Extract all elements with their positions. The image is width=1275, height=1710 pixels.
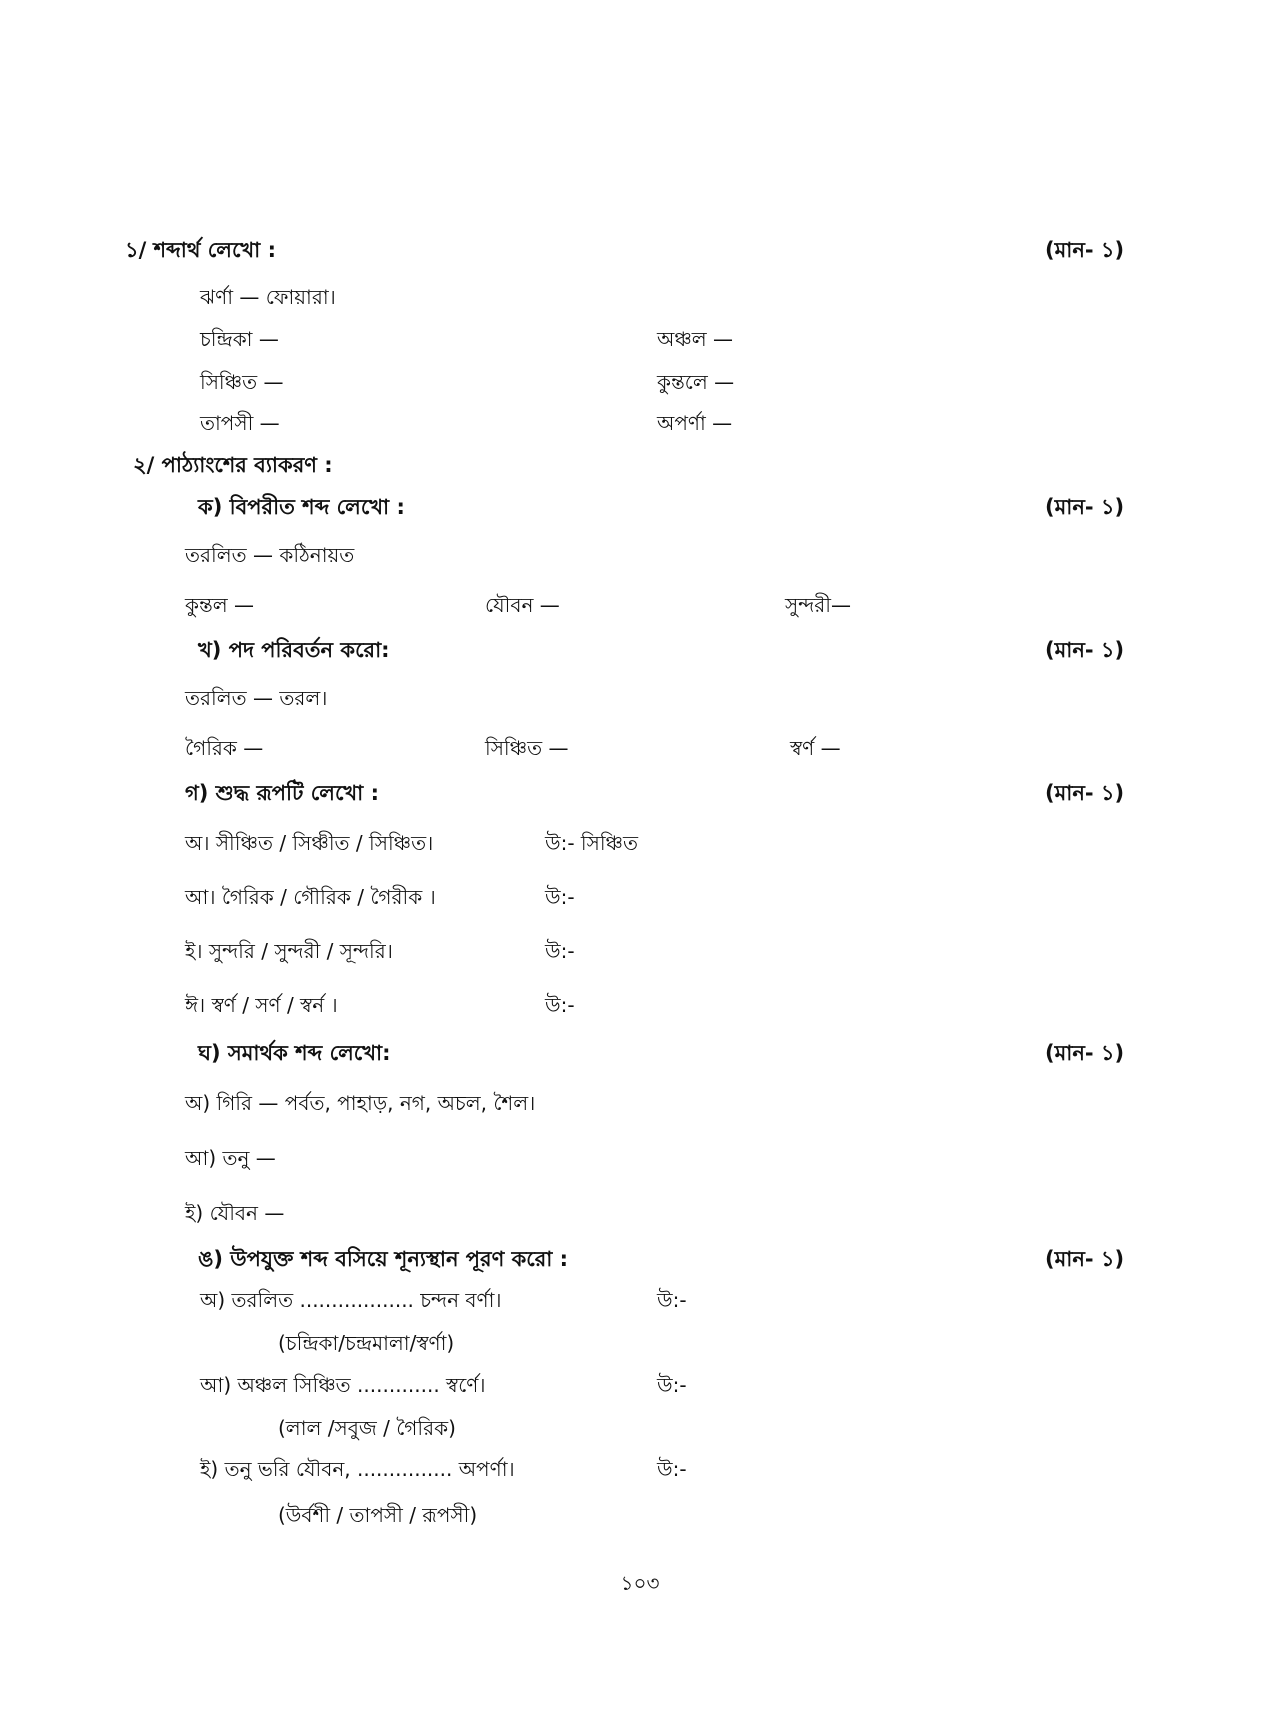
page-number: ১০৩	[620, 1571, 660, 1595]
q2-kha-item: স্বর্ণ —	[790, 736, 841, 760]
q2-umo-title: ঙ) উপযুক্ত শব্দ বসিয়ে শূন্যস্থান পূরণ করো :	[198, 1247, 569, 1271]
q1-item: অঞ্চল —	[657, 327, 734, 351]
q2-kha-title: খ) পদ পরিবর্তন করো:	[198, 638, 390, 662]
q2-umo-question: ই) তনু ভরি যৌবন, ............... অপর্ণা।	[200, 1457, 515, 1481]
q2-ga-marks: (মান- ১)	[1045, 781, 1125, 805]
q1-title: ১/ শব্দার্থ লেখো :	[125, 238, 276, 262]
q2-ga-answer: উ:-	[545, 939, 575, 963]
q2-ga-answer: উ:-	[545, 993, 575, 1017]
q1-item: অপর্ণা —	[657, 411, 733, 435]
q2-kha-item: সিঞ্চিত —	[485, 736, 569, 760]
q2-ka-marks: (মান- ১)	[1045, 495, 1125, 519]
q2-ga-title: গ) শুদ্ধ রূপটি লেখো :	[185, 781, 379, 805]
q2-ka-title: ক) বিপরীত শব্দ লেখো :	[198, 495, 405, 519]
q2-kha-example: তরলিত — তরল।	[185, 686, 328, 710]
q2-umo-question: অ) তরলিত .................. চন্দন বর্ণা।	[200, 1288, 502, 1312]
q2-gha-marks: (মান- ১)	[1045, 1041, 1125, 1065]
q2-ga-answer: উ:-	[545, 885, 575, 909]
q2-umo-marks: (মান- ১)	[1045, 1247, 1125, 1271]
q2-kha-item: গৈরিক —	[185, 736, 264, 760]
q2-ka-example: তরলিত — কঠিনায়ত	[185, 543, 355, 567]
q2-ga-question: ই। সুন্দরি / সুন্দরী / সূন্দরি।	[185, 939, 393, 963]
q2-umo-options: (উর্বশী / তাপসী / রূপসী)	[278, 1503, 478, 1527]
q2-ga-question: আ। গৈরিক / গৌরিক / গৈরীক ।	[185, 885, 436, 909]
q1-item: চন্দ্রিকা —	[200, 327, 279, 351]
q2-umo-options: (চন্দ্রিকা/চন্দ্রমালা/স্বর্ণা)	[278, 1331, 455, 1355]
q2-ga-question: অ। সীঞ্চিত / সিঞ্চীত / সিঞ্চিত।	[185, 831, 434, 855]
q2-gha-item: অ) গিরি — পর্বত, পাহাড়, নগ, অচল, শৈল।	[185, 1091, 536, 1115]
q2-ga-question: ঈ। স্বর্ণ / সর্ণ / স্বর্ন ।	[185, 993, 338, 1017]
q2-umo-answer: উ:-	[657, 1373, 687, 1397]
q1-item: তাপসী —	[200, 411, 280, 435]
q2-title: ২/ পাঠ্যাংশের ব্যাকরণ :	[133, 453, 333, 477]
q2-gha-title: ঘ) সমার্থক শব্দ লেখো:	[198, 1041, 391, 1065]
q2-ga-answer: উ:- সিঞ্চিত	[545, 831, 639, 855]
q1-marks: (মান- ১)	[1045, 238, 1125, 262]
q2-kha-marks: (মান- ১)	[1045, 638, 1125, 662]
q2-umo-answer: উ:-	[657, 1288, 687, 1312]
q2-ka-item: যৌবন —	[485, 593, 560, 617]
q1-example: ঝর্ণা — ফোয়ারা।	[200, 285, 336, 309]
q2-umo-answer: উ:-	[657, 1457, 687, 1481]
q2-ka-item: কুন্তল —	[185, 593, 255, 617]
q2-umo-question: আ) অঞ্চল সিঞ্চিত ............. স্বর্ণে।	[200, 1373, 486, 1397]
q2-gha-item: আ) তনু —	[185, 1146, 276, 1170]
q2-gha-item: ই) যৌবন —	[185, 1201, 285, 1225]
q1-item: সিঞ্চিত —	[200, 370, 284, 394]
q2-ka-item: সুন্দরী—	[785, 593, 851, 617]
q2-umo-options: (লাল /সবুজ / গৈরিক)	[278, 1416, 456, 1440]
q1-item: কুন্তলে —	[657, 370, 735, 394]
